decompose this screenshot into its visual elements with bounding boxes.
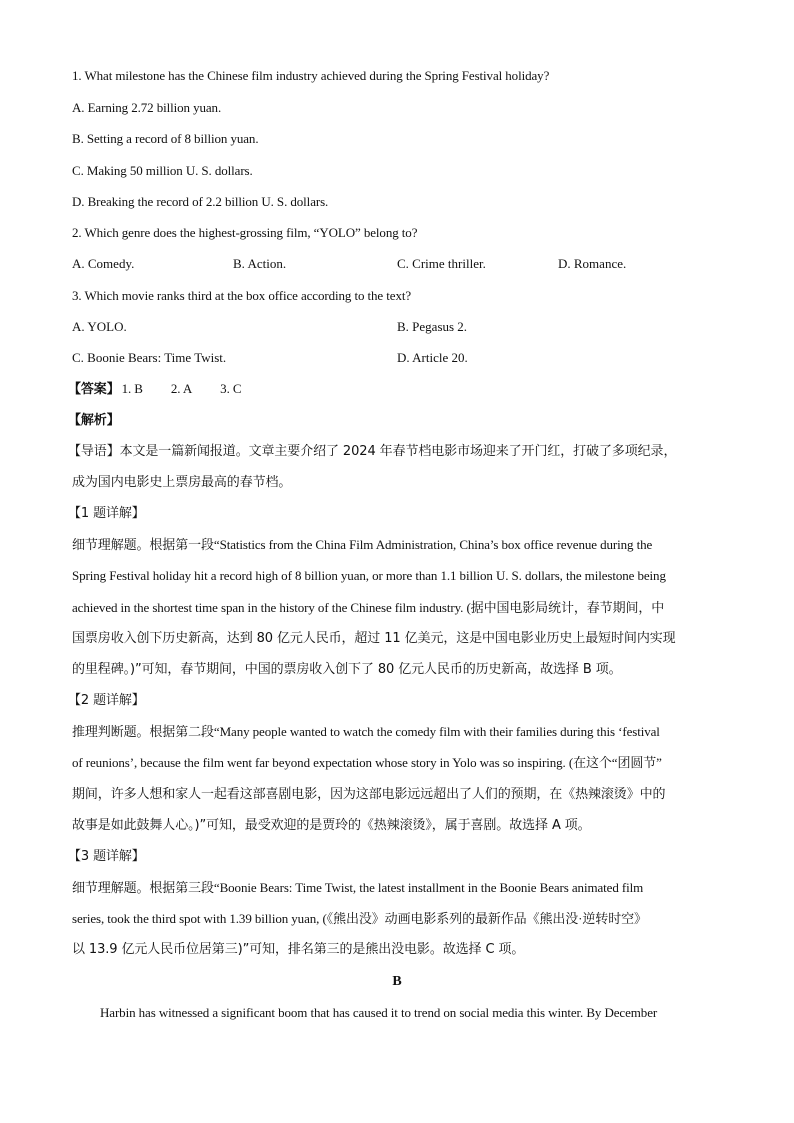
detail-1-line-4: 国票房收入创下历史新高，达到 80 亿元人民币，超过 11 亿美元，这是中国电影业历史上最短时间内实现 <box>72 631 676 646</box>
detail-3-line-3: 以 13.9 亿元人民币位居第三)”可知，排名第三的是熊出没电影。故选择 C 项。 <box>72 942 525 957</box>
detail-2-heading: 【2 题详解】 <box>68 693 145 708</box>
question-2-option-a: A. Comedy. <box>72 256 135 271</box>
question-3-option-a: A. YOLO. <box>72 319 127 334</box>
answer-item-3: 3. C <box>220 381 242 396</box>
detail-3-line-2: series, took the third spot with 1.39 billion yuan, (《熊出没》动画电影系列的最新作品《熊出没·逆转时空》 <box>72 911 647 926</box>
answer-row <box>68 381 269 398</box>
question-3-stem: 3. Which movie ranks third at the box office according to the text? <box>72 288 412 303</box>
detail-3-line-1: 细节理解题。根据第三段“Boonie Bears: Time Twist, the latest installment in the Boonie Bears animated film <box>72 880 644 895</box>
answer-item-2: 2. A <box>170 381 193 396</box>
detail-2-line-4: 故事是如此鼓舞人心。)”可知，最受欢迎的是贾玲的《热辣滚烫》，属于喜剧。故选择 A 项。 <box>72 818 591 833</box>
question-1-option-d: D. Breaking the record of 2.2 billion U. S. dollars. <box>72 194 329 209</box>
question-1-option-a: A. Earning 2.72 billion yuan. <box>72 100 222 115</box>
analysis-label: 【解析】 <box>68 413 120 428</box>
answer-item-1: 1. B <box>121 381 143 396</box>
question-3-option-c: C. Boonie Bears: Time Twist. <box>72 350 227 365</box>
detail-1-line-2: Spring Festival holiday hit a record high of 8 billion yuan, or more than 1.1 billion U. S. dollars, the milestone being <box>72 568 666 583</box>
question-1-stem: 1. What milestone has the Chinese film industry achieved during the Spring Festival holiday? <box>72 68 550 83</box>
question-2-option-d: D. Romance. <box>558 256 627 271</box>
intro-line-2: 成为国内电影史上票房最高的春节档。 <box>72 475 292 490</box>
question-3-option-b: B. Pegasus 2. <box>397 319 468 334</box>
section-b-first-line: Harbin has witnessed a significant boom that has caused it to trend on social media this winter. By December <box>100 1005 658 1020</box>
question-3-option-d: D. Article 20. <box>397 350 468 365</box>
question-1-option-b: B. Setting a record of 8 billion yuan. <box>72 131 259 146</box>
detail-1-line-3: achieved in the shortest time span in the history of the Chinese film industry. (据中国电影局统计，春节期间，中 <box>72 600 665 615</box>
detail-1-line-1: 细节理解题。根据第一段“Statistics from the China Film Administration, China’s box office revenue during the <box>72 537 653 552</box>
detail-3-heading: 【3 题详解】 <box>68 849 145 864</box>
section-b-title: B <box>392 974 402 989</box>
question-2-stem: 2. Which genre does the highest-grossing film, “YOLO” belong to? <box>72 225 418 240</box>
question-1-option-c: C. Making 50 million U. S. dollars. <box>72 163 253 178</box>
detail-2-line-2: of reunions’, because the film went far beyond expectation whose story in Yolo was so inspiring. (在这个“团圆节” <box>72 755 662 770</box>
detail-1-heading: 【1 题详解】 <box>68 506 145 521</box>
detail-2-line-1: 推理判断题。根据第二段“Many people wanted to watch the comedy film with their families during this ‘festival <box>72 724 660 739</box>
question-2-option-c: C. Crime thriller. <box>397 256 486 271</box>
intro-line-1: 【导语】本文是一篇新闻报道。文章主要介绍了 2024 年春节档电影市场迎来了开门红，打破了多项纪录， <box>68 444 677 459</box>
detail-2-line-3: 期间，许多人想和家人一起看这部喜剧电影，因为这部电影远远超出了人们的预期，在《热辣滚烫》中的 <box>72 787 666 802</box>
question-2-option-b: B. Action. <box>233 256 287 271</box>
answer-label: 【答案】 <box>68 382 120 397</box>
detail-1-line-5: 的里程碑。)”可知，春节期间，中国的票房收入创下了 80 亿元人民币的历史新高，故选择 B 项。 <box>72 662 622 677</box>
